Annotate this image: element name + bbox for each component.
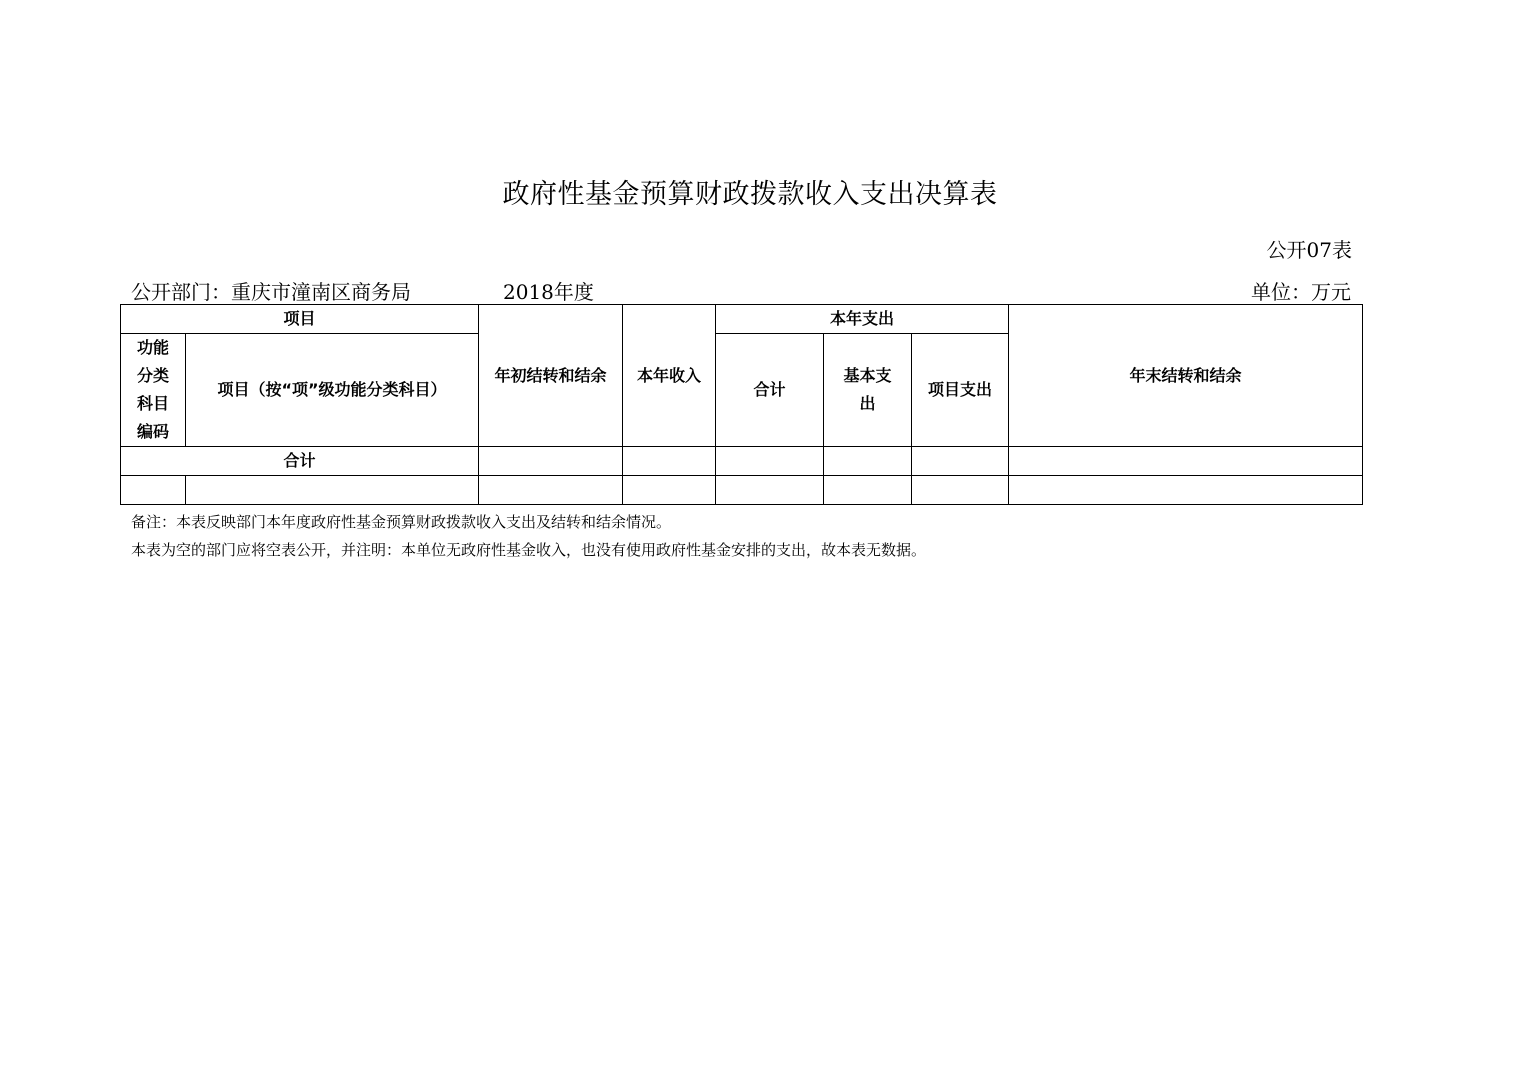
page-title: 政府性基金预算财政拨款收入支出决算表 <box>502 179 998 210</box>
total-row <box>121 447 1363 476</box>
header-carryover-begin <box>479 305 623 447</box>
cell-expense-basic <box>824 476 912 505</box>
cell-expense-total <box>716 476 824 505</box>
header-expense-basic-text: 基本支出 <box>843 366 892 413</box>
fiscal-year-label: 2018年度 <box>503 280 594 304</box>
header-expense-basic <box>824 334 912 447</box>
budget-table <box>120 304 1363 505</box>
cell-func-code <box>121 476 186 505</box>
header-func-code <box>121 334 186 447</box>
form-number: 公开07表 <box>1266 238 1352 262</box>
header-item: 项目 <box>121 305 479 334</box>
total-expense <box>716 447 824 476</box>
header-carryover-begin-text: 年初结转和结余 <box>494 365 607 385</box>
total-basic <box>824 447 912 476</box>
department-label: 公开部门：重庆市潼南区商务局 <box>131 280 411 304</box>
header-item-by-class: 项目（按“项”级功能分类科目） <box>186 334 479 447</box>
header-carryover-end: 年末结转和结余 <box>1009 305 1363 447</box>
meta-row <box>131 276 1351 302</box>
notes <box>131 508 926 564</box>
cell-income <box>623 476 716 505</box>
header-expense-project: 项目支出 <box>912 334 1009 447</box>
header-func-code-text: 功能分类科目编码 <box>136 338 169 441</box>
table-row <box>121 476 1363 505</box>
cell-carryover-end <box>1009 476 1363 505</box>
total-carryover-begin <box>479 447 623 476</box>
header-row-1 <box>121 305 1363 334</box>
total-project <box>912 447 1009 476</box>
note-line-2: 本表为空的部门应将空表公开，并注明：本单位无政府性基金收入，也没有使用政府性基金安排的支出，故本表无数据。 <box>131 541 927 559</box>
cell-expense-project <box>912 476 1009 505</box>
header-income: 本年收入 <box>623 305 716 447</box>
header-expense-total: 合计 <box>716 334 824 447</box>
unit-label: 单位：万元 <box>1251 280 1351 304</box>
note-line-1: 备注：本表反映部门本年度政府性基金预算财政拨款收入支出及结转和结余情况。 <box>131 513 672 531</box>
header-expense-group: 本年支出 <box>716 305 1009 334</box>
total-carryover-end <box>1009 447 1363 476</box>
total-label: 合计 <box>121 447 479 476</box>
cell-carryover-begin <box>479 476 623 505</box>
total-income <box>623 447 716 476</box>
cell-item <box>186 476 479 505</box>
